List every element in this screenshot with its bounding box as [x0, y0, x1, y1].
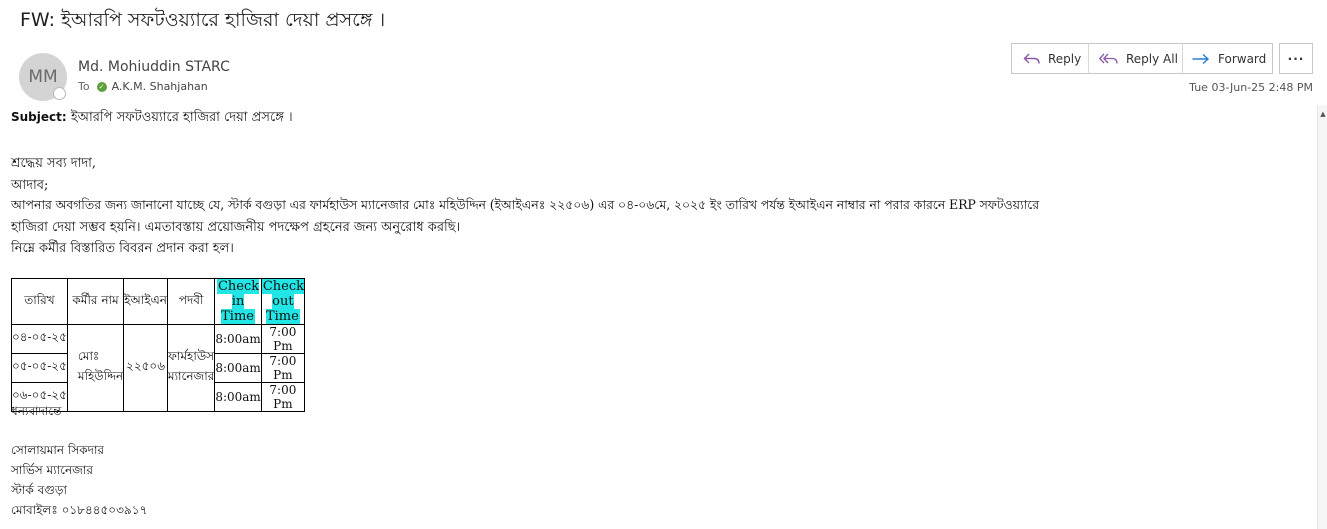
- row-date: ০৪-০৫-২৫: [12, 325, 68, 354]
- header-check-in: [215, 279, 261, 325]
- scroll-up-icon[interactable]: ▲: [1320, 110, 1326, 118]
- table-header-row: [12, 279, 305, 325]
- table-row: [12, 325, 305, 354]
- designation-cell: ফার্মহাউস ম্যানেজার: [167, 325, 214, 412]
- row-date: ০৬-০৫-২৫: [12, 383, 68, 412]
- header-designation: পদবী: [167, 279, 214, 325]
- presence-status-icon: [53, 87, 66, 100]
- timestamp: Tue 03-Jun-25 2:48 PM: [1189, 81, 1313, 94]
- row-check-out: 7:00 Pm: [261, 354, 304, 383]
- greeting: শ্রদ্ধেয় সব্য দাদা,: [11, 156, 97, 171]
- header-name: কর্মীর নাম: [67, 279, 123, 325]
- to-label: To: [78, 80, 90, 93]
- ein-cell: ২২৫০৬: [124, 325, 168, 412]
- recipient-line: [78, 80, 208, 93]
- header-date: তারিখ: [12, 279, 68, 325]
- forward-arrow-icon: [1191, 52, 1211, 66]
- salutation: আদাব;: [11, 178, 49, 193]
- recipient-name[interactable]: A.K.M. Shahjahan: [111, 80, 208, 93]
- paragraph-line-3: নিম্নে কর্মীর বিস্তারিত বিবরন প্রদান করা হল।: [11, 241, 234, 256]
- reply-arrow-icon: [1023, 52, 1041, 66]
- row-check-in: 8:00am: [215, 325, 261, 354]
- reply-all-label: Reply All: [1126, 51, 1178, 66]
- verified-check-icon: ✓: [97, 82, 107, 92]
- subject-text: ইআরপি সফটওয়্যারে হাজিরা দেয়া প্রসঙ্গে ।: [66, 110, 293, 125]
- attendance-table: [11, 278, 305, 412]
- reply-all-button[interactable]: [1088, 43, 1183, 74]
- row-check-out: 7:00 Pm: [261, 383, 304, 412]
- row-date: ০৫-০৫-২৫: [12, 354, 68, 383]
- paragraph-line-2: হাজিরা দেয়া সম্ভব হয়নি। এমতাবস্তায় প্রয়োজনীয় পদক্ষেপ গ্রহনের জন্য অনুরোধ করছি।: [11, 220, 461, 235]
- forward-label: Forward: [1218, 51, 1267, 66]
- row-check-in: 8:00am: [215, 354, 261, 383]
- email-title: FW: ইআরপি সফটওয়্যারে হাজিরা দেয়া প্রসঙ্গে ।: [20, 9, 386, 31]
- check-in-highlight: Check in Time: [217, 279, 260, 324]
- vertical-scrollbar[interactable]: [1317, 105, 1327, 529]
- closing: ধন্যবাদান্তে: [11, 404, 62, 418]
- signature-org: স্টার্ক বগুড়া: [11, 483, 67, 497]
- reply-button[interactable]: [1011, 43, 1089, 74]
- check-out-highlight: Check out Time: [262, 279, 304, 324]
- reply-label: Reply: [1048, 51, 1082, 66]
- employee-name-cell: মোঃ মহিউদ্দিন: [67, 325, 123, 412]
- row-check-in: 8:00am: [215, 383, 261, 412]
- sender-name[interactable]: Md. Mohiuddin STARC: [78, 59, 230, 75]
- signature-title: সার্ভিস ম্যানেজার: [11, 463, 93, 477]
- signature-mobile: মোবাইলঃ ০১৮৪৪৫০৩৯১৭: [11, 503, 148, 517]
- header-check-out: [261, 279, 304, 325]
- avatar[interactable]: MM: [19, 53, 67, 101]
- paragraph-line-1: আপনার অবগতির জন্য জানানো যাচ্ছে যে, স্টার্ক বগুড়া এর ফার্মহাউস ম্যানেজার মোঃ মহিউদ্দিন (ইআইএনঃ ২২৫০৬) এর ০৪-০৬মে, ২০২৫ ইং তারিখ পর্যন্ত ইআইএন নাম্বার না পরার কারনে ERP সফটওয়্যারে: [11, 197, 1040, 212]
- reply-all-icon: [1099, 52, 1119, 66]
- forward-button[interactable]: [1182, 43, 1273, 74]
- signature-name: সোলায়মান সিকদার: [11, 443, 105, 457]
- subject-label: Subject:: [11, 110, 67, 124]
- more-actions-button[interactable]: ···: [1279, 43, 1313, 74]
- row-check-out: 7:00 Pm: [261, 325, 304, 354]
- header-ein: ইআইএন: [124, 279, 168, 325]
- subject-line: [11, 108, 293, 129]
